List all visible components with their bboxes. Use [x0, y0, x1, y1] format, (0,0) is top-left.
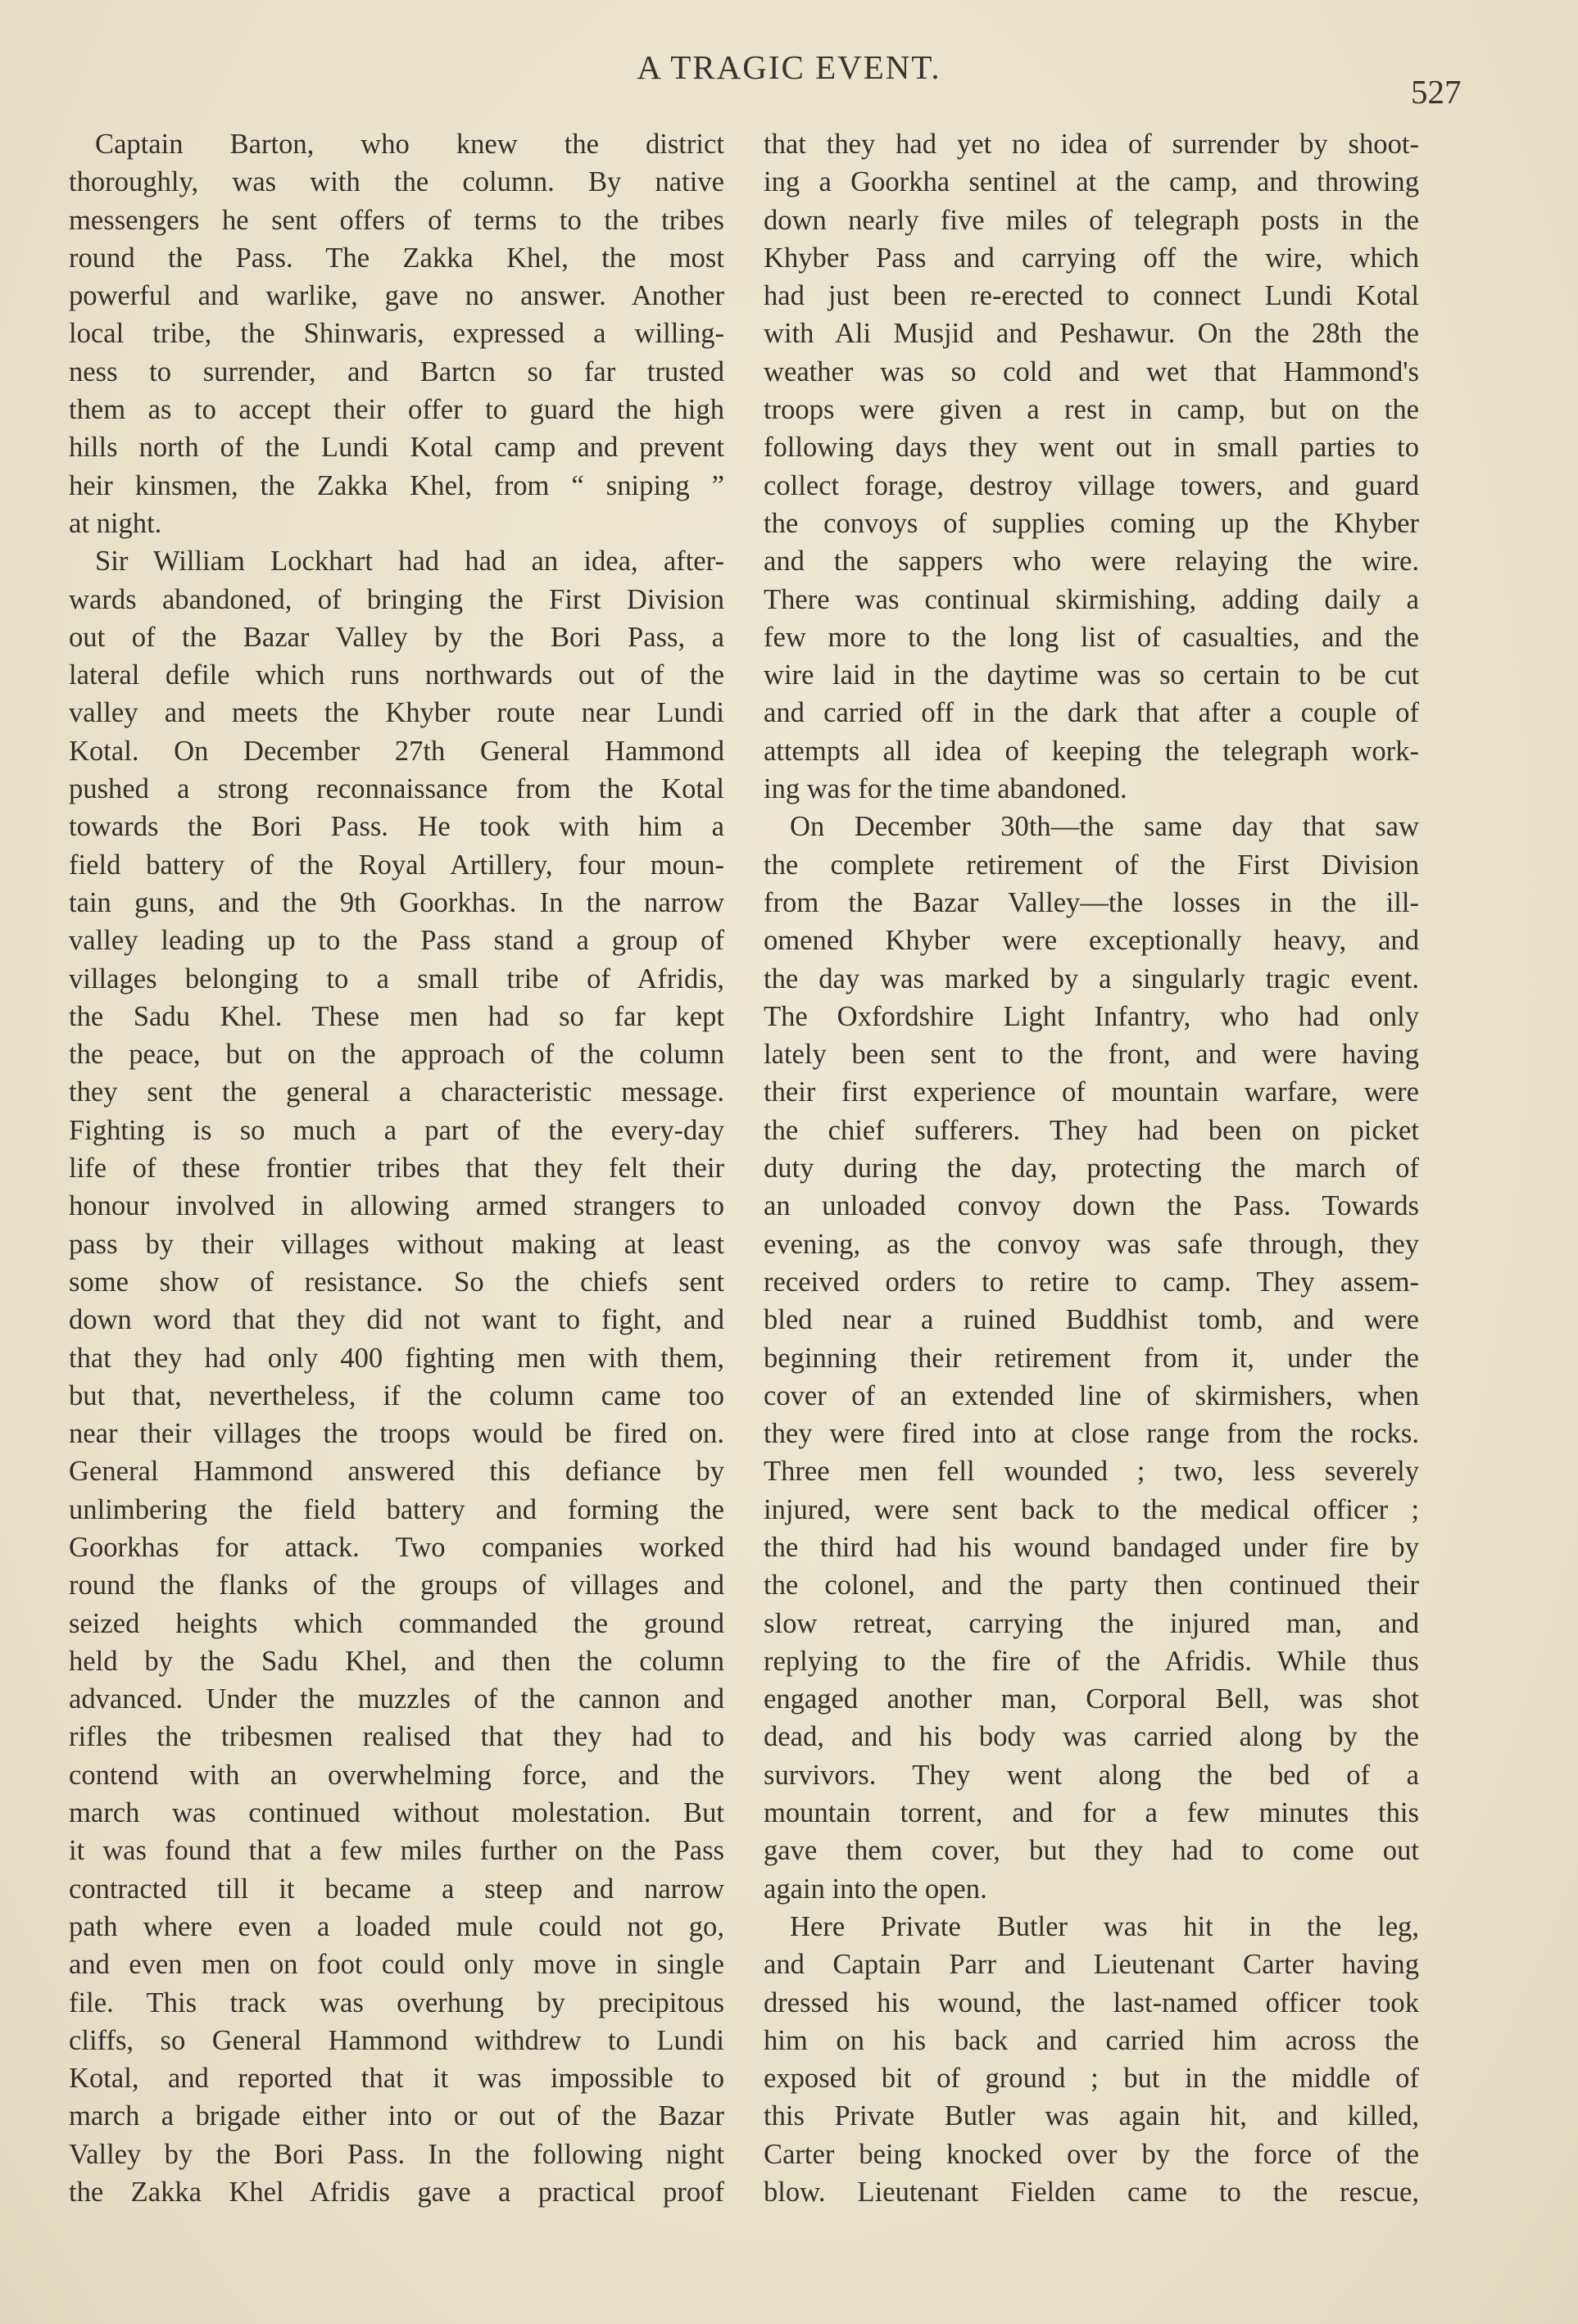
text-line: beginning their retirement from it, under the — [764, 1342, 1419, 1374]
text-line: unlimbering the field battery and forming the — [69, 1493, 724, 1525]
text-line: lately been sent to the front, and were having — [764, 1039, 1419, 1071]
text-line: had just been re-erected to connect Lundi Kotal — [764, 280, 1419, 312]
text-line: cover of an extended line of skirmishers, when — [764, 1379, 1419, 1411]
text-line: down nearly five miles of telegraph posts in the — [764, 204, 1419, 236]
text-line: seized heights which commanded the ground — [69, 1607, 724, 1639]
text-line: Valley by the Bori Pass. In the following night — [69, 2138, 724, 2170]
text-line: bled near a ruined Buddhist tomb, and were — [764, 1304, 1419, 1336]
text-line: On December 30th—the same day that saw — [790, 811, 1419, 843]
text-line: Captain Barton, who knew the district — [95, 129, 724, 160]
text-line: mountain torrent, and for a few minutes this — [764, 1797, 1419, 1829]
text-line: field battery of the Royal Artillery, four moun- — [69, 849, 724, 881]
text-line: dead, and his body was carried along by the — [764, 1721, 1419, 1753]
text-line: it was found that a few miles further on the Pass — [69, 1835, 724, 1867]
text-line: life of these frontier tribes that they felt their — [69, 1153, 724, 1185]
text-line: with Ali Musjid and Peshawur. On the 28th the — [764, 318, 1419, 350]
text-line: omened Khyber were exceptionally heavy, and — [764, 925, 1419, 957]
text-line: and Captain Parr and Lieutenant Carter having — [764, 1949, 1419, 1981]
text-line: Kotal. On December 27th General Hammond — [69, 735, 724, 767]
text-line: rifles the tribesmen realised that they had to — [69, 1721, 724, 1753]
text-line: evening, as the convoy was safe through, they — [764, 1228, 1419, 1260]
text-line: round the flanks of the groups of villages and — [69, 1570, 724, 1601]
text-line: Khyber Pass and carrying off the wire, which — [764, 242, 1419, 274]
text-line: Three men fell wounded ; two, less severely — [764, 1456, 1419, 1488]
text-line: blow. Lieutenant Fielden came to the rescue, — [764, 2177, 1419, 2208]
text-line: valley leading up to the Pass stand a group of — [69, 925, 724, 957]
text-line: slow retreat, carrying the injured man, and — [764, 1607, 1419, 1639]
text-line: the peace, but on the approach of the column — [69, 1039, 724, 1071]
text-line: ness to surrender, and Bartcn so far trusted — [69, 356, 724, 387]
text-line: There was continual skirmishing, adding daily a — [764, 583, 1419, 615]
text-line: weather was so cold and wet that Hammond's — [764, 356, 1419, 387]
text-line: and the sappers who were relaying the wire. — [764, 546, 1419, 578]
text-line: the complete retirement of the First Division — [764, 849, 1419, 881]
text-line: the chief sufferers. They had been on picket — [764, 1114, 1419, 1146]
text-line: valley and meets the Khyber route near Lundi — [69, 697, 724, 729]
text-line: messengers he sent offers of terms to the tribes — [69, 204, 724, 236]
text-line: march was continued without molestation. But — [69, 1797, 724, 1829]
text-line: The Oxfordshire Light Infantry, who had only — [764, 1000, 1419, 1032]
text-line: Here Private Butler was hit in the leg, — [790, 1910, 1419, 1942]
text-line: path where even a loaded mule could not go, — [69, 1910, 724, 1942]
text-line: that they had yet no idea of surrender by shoot- — [764, 129, 1419, 160]
text-line: replying to the fire of the Afridis. While thus — [764, 1645, 1419, 1677]
text-line: from the Bazar Valley—the losses in the ill- — [764, 886, 1419, 918]
text-line: thoroughly, was with the column. By native — [69, 166, 724, 198]
text-line: exposed bit of ground ; but in the middle of — [764, 2063, 1419, 2095]
text-line: pushed a strong reconnaissance from the Kotal — [69, 773, 724, 805]
text-line: him on his back and carried him across the — [764, 2024, 1419, 2056]
text-line: powerful and warlike, gave no answer. Another — [69, 280, 724, 312]
text-line: march a brigade either into or out of the Bazar — [69, 2100, 724, 2132]
text-line: lateral defile which runs northwards out of the — [69, 659, 724, 691]
text-line: Goorkhas for attack. Two companies worked — [69, 1531, 724, 1563]
text-line: held by the Sadu Khel, and then the column — [69, 1645, 724, 1677]
text-line: Kotal, and reported that it was impossible to — [69, 2063, 724, 2095]
text-line: wards abandoned, of bringing the First Division — [69, 583, 724, 615]
text-line: survivors. They went along the bed of a — [764, 1759, 1419, 1791]
text-line: following days they went out in small parties to — [764, 432, 1419, 464]
text-line: the third had his wound bandaged under fire by — [764, 1531, 1419, 1563]
text-line: contracted till it became a steep and narrow — [69, 1873, 724, 1905]
text-line: that they had only 400 fighting men with them, — [69, 1342, 724, 1374]
text-line: an unloaded convoy down the Pass. Towards — [764, 1190, 1419, 1222]
text-line: gave them cover, but they had to come out — [764, 1835, 1419, 1867]
text-line: and even men on foot could only move in single — [69, 1949, 724, 1981]
text-line: but that, nevertheless, if the column came too — [69, 1379, 724, 1411]
text-line: wire laid in the daytime was so certain to be cut — [764, 659, 1419, 691]
text-line: and carried off in the dark that after a couple of — [764, 697, 1419, 729]
text-line: dressed his wound, the last-named officer took — [764, 1986, 1419, 2018]
text-line: Carter being knocked over by the force of the — [764, 2138, 1419, 2170]
text-line: pass by their villages without making at least — [69, 1228, 724, 1260]
text-line: local tribe, the Shinwaris, expressed a willing- — [69, 318, 724, 350]
left-text-column — [69, 125, 724, 2211]
text-line: injured, were sent back to the medical officer ; — [764, 1493, 1419, 1525]
text-line: honour involved in allowing armed strangers to — [69, 1190, 724, 1222]
text-line: the Sadu Khel. These men had so far kept — [69, 1000, 724, 1032]
text-line: attempts all idea of keeping the telegraph work- — [764, 735, 1419, 767]
text-line: Fighting is so much a part of the every-day — [69, 1114, 724, 1146]
text-line: again into the open. — [764, 1873, 987, 1905]
text-line: round the Pass. The Zakka Khel, the most — [69, 242, 724, 274]
text-line: hills north of the Lundi Kotal camp and prevent — [69, 432, 724, 464]
text-line: troops were given a rest in camp, but on the — [764, 394, 1419, 426]
text-line: the convoys of supplies coming up the Khyber — [764, 507, 1419, 539]
text-line: villages belonging to a small tribe of Afridis, — [69, 963, 724, 994]
text-line: contend with an overwhelming force, and the — [69, 1759, 724, 1791]
text-line: at night. — [69, 507, 162, 539]
text-line: near their villages the troops would be fired on. — [69, 1418, 724, 1450]
text-line: ing a Goorkha sentinel at the camp, and throwing — [764, 166, 1419, 198]
right-text-column — [764, 125, 1419, 2211]
text-line: heir kinsmen, the Zakka Khel, from “ sniping ” — [69, 469, 724, 501]
text-line: some show of resistance. So the chiefs sent — [69, 1266, 724, 1298]
page-number: 527 — [1411, 73, 1462, 111]
text-line: out of the Bazar Valley by the Bori Pass, a — [69, 621, 724, 653]
text-line: tain guns, and the 9th Goorkhas. In the narrow — [69, 886, 724, 918]
text-line: the colonel, and the party then continued their — [764, 1570, 1419, 1601]
text-line: ing was for the time abandoned. — [764, 773, 1127, 805]
text-line: few more to the long list of casualties, and the — [764, 621, 1419, 653]
text-line: cliffs, so General Hammond withdrew to Lundi — [69, 2024, 724, 2056]
text-line: their first experience of mountain warfare, were — [764, 1076, 1419, 1108]
text-line: down word that they did not want to fight, and — [69, 1304, 724, 1336]
text-line: General Hammond answered this defiance by — [69, 1456, 724, 1488]
text-line: they were fired into at close range from the rocks. — [764, 1418, 1419, 1450]
text-line: duty during the day, protecting the march of — [764, 1153, 1419, 1185]
text-line: the day was marked by a singularly tragic event. — [764, 963, 1419, 994]
text-line: they sent the general a characteristic message. — [69, 1076, 724, 1108]
text-line: engaged another man, Corporal Bell, was shot — [764, 1683, 1419, 1715]
text-line: collect forage, destroy village towers, and guard — [764, 469, 1419, 501]
text-line: this Private Butler was again hit, and killed, — [764, 2100, 1419, 2132]
text-line: towards the Bori Pass. He took with him a — [69, 811, 724, 843]
text-line: file. This track was overhung by precipitous — [69, 1986, 724, 2018]
text-line: received orders to retire to camp. They assem- — [764, 1266, 1419, 1298]
text-line: the Zakka Khel Afridis gave a practical proof — [69, 2177, 724, 2208]
text-line: advanced. Under the muzzles of the cannon and — [69, 1683, 724, 1715]
text-line: Sir William Lockhart had had an idea, after- — [95, 546, 724, 578]
text-line: them as to accept their offer to guard the high — [69, 394, 724, 426]
running-title: A TRAGIC EVENT. — [637, 48, 941, 86]
